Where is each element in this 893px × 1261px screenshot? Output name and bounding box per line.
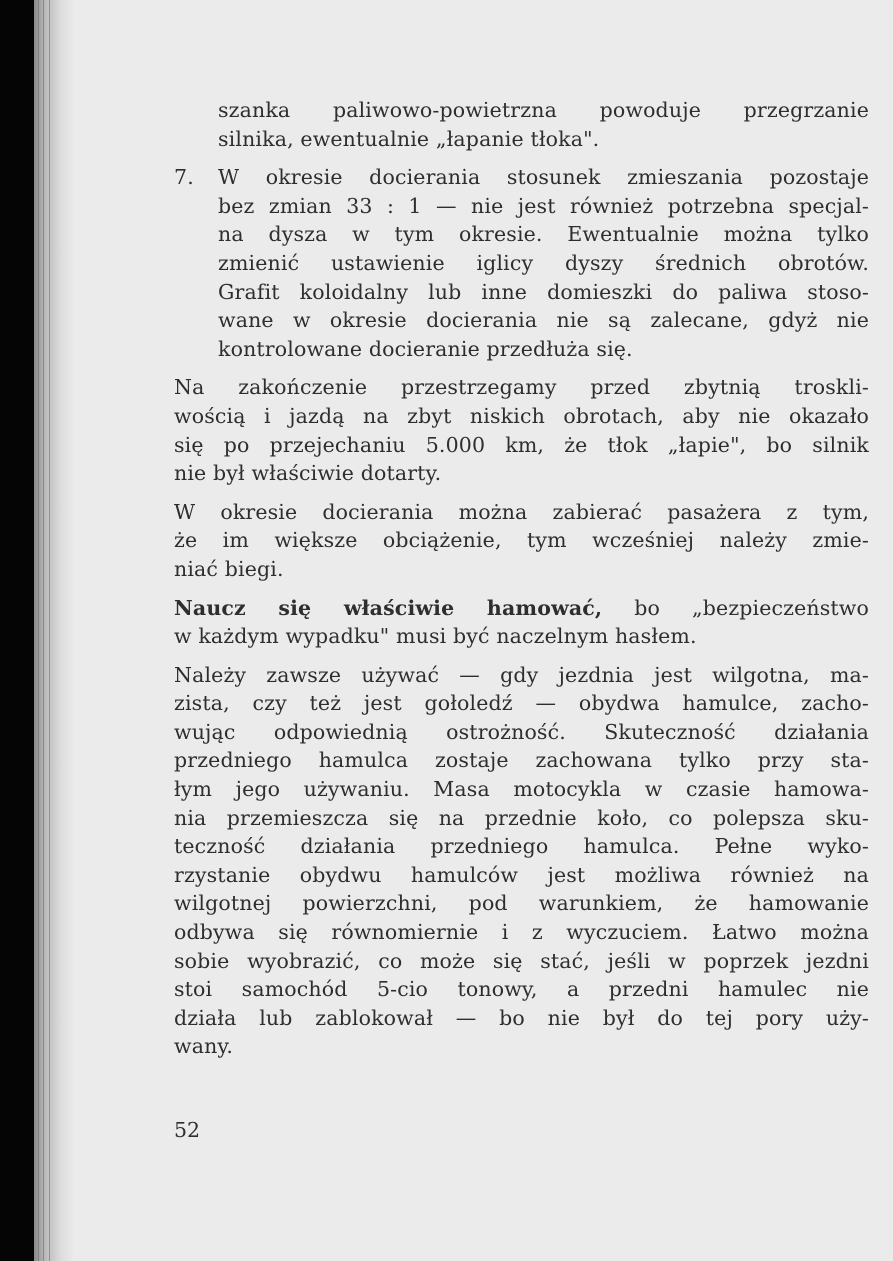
text-line: sobie wyobrazić, co może się stać, jeśli w poprzek jezdni	[174, 948, 869, 973]
text-line: łym jego używaniu. Masa motocykla w czasie hamowa-	[174, 777, 869, 802]
text-line: rzystanie obydwu hamulców jest możliwa również na	[174, 862, 869, 887]
text-line: się po przejechaniu 5.000 km, że tłok „łapie", bo silnik	[174, 432, 869, 457]
gutter-line	[49, 0, 50, 1261]
text-line: wane w okresie docierania nie są zalecane, gdyż nie	[218, 308, 869, 333]
gutter-line	[38, 0, 39, 1261]
text-span: bo „bezpieczeństwo	[602, 595, 869, 620]
text-line: działa lub zablokował — bo nie był do tej pory uży-	[174, 1005, 869, 1030]
page-gutter-shadow	[34, 0, 74, 1261]
text-line: W okresie docierania można zabierać pasażera z tym,	[174, 499, 869, 524]
paragraph-braking-details	[174, 661, 869, 1061]
list-item-7	[174, 163, 869, 363]
text-line: odbywa się równomiernie i z wyczuciem. Łatwo można	[174, 920, 869, 945]
text-line: nie był właściwie dotarty.	[174, 461, 442, 486]
text-line: nia przemieszcza się na przednie koło, co polepsza sku-	[174, 805, 869, 830]
text-line: Grafit koloidalny lub inne domieszki do paliwa stoso-	[218, 279, 869, 304]
text-line: przedniego hamulca zostaje zachowana tylko przy sta-	[174, 748, 869, 773]
gutter-line	[43, 0, 44, 1261]
text-line: silnika, ewentualnie „łapanie tłoka".	[218, 126, 600, 151]
text-line: na dysza w tym okresie. Ewentualnie można tylko	[218, 222, 869, 247]
paragraph-braking-heading	[174, 594, 869, 651]
list-item-number: 7.	[174, 165, 194, 190]
text-line: W okresie docierania stosunek zmieszania pozostaje	[218, 165, 869, 190]
text-line: bez zmian 33 : 1 — nie jest również potrzebna specjal-	[218, 193, 869, 218]
text-line: że im większe obciążenie, tym wcześniej należy zmie-	[174, 528, 869, 553]
text-line: Należy zawsze używać — gdy jezdnia jest wilgotna, ma-	[174, 662, 869, 687]
text-line	[174, 594, 869, 623]
text-line: stoi samochód 5-cio tonowy, a przedni hamulec nie	[174, 977, 869, 1002]
intro-paragraph	[174, 96, 869, 153]
text-line: wując odpowiednią ostrożność. Skuteczność działania	[174, 719, 869, 744]
text-line: zista, czy też jest gołoledź — obydwa hamulce, zacho-	[174, 691, 869, 716]
page-text-block	[174, 96, 869, 1071]
text-line: niać biegi.	[174, 556, 284, 581]
text-line: w każdym wypadku" musi być naczelnym hasłem.	[174, 624, 697, 649]
text-line: kontrolowane docieranie przedłuża się.	[218, 336, 633, 361]
text-line: Na zakończenie przestrzegamy przed zbytnią troskli-	[174, 375, 869, 400]
bold-lead-text: Naucz się właściwie hamować,	[174, 595, 603, 620]
book-binding-edge	[0, 0, 34, 1261]
text-line: szanka paliwowo-powietrzna powoduje przegrzanie	[218, 98, 869, 122]
paragraph-conclusion	[174, 373, 869, 487]
text-line: wany.	[174, 1034, 234, 1059]
text-line: teczność działania przedniego hamulca. Pełne wyko-	[174, 834, 869, 859]
text-line: wilgotnej powierzchni, pod warunkiem, że hamowanie	[174, 891, 869, 916]
text-line: wością i jazdą na zbyt niskich obrotach, aby nie okazało	[174, 403, 869, 428]
text-line: zmienić ustawienie iglicy dyszy średnich obrotów.	[218, 250, 869, 275]
paragraph-passenger	[174, 498, 869, 584]
page-number: 52	[174, 1118, 201, 1142]
